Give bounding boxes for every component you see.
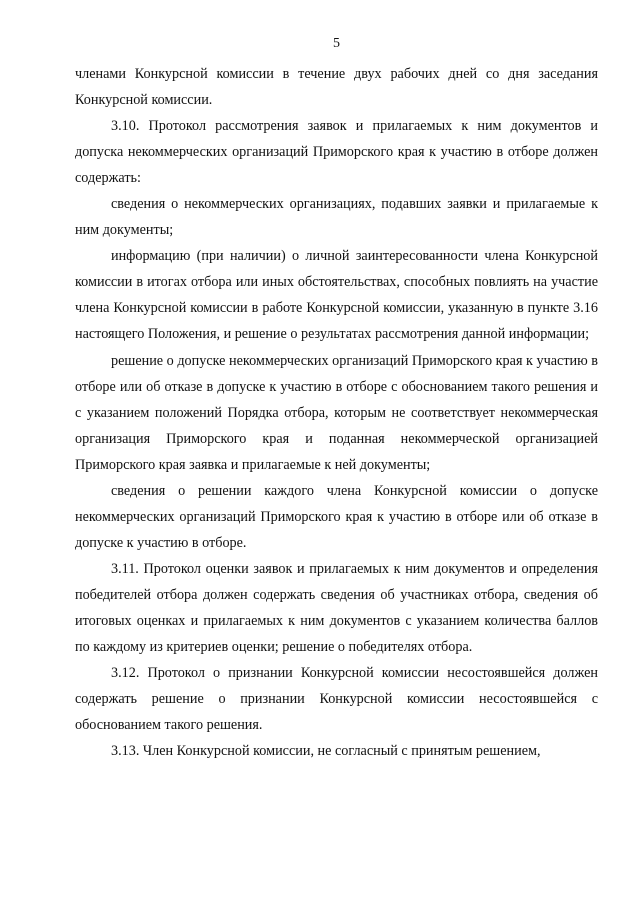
paragraph-continuation: членами Конкурсной комиссии в течение двух рабочих дней со дня заседания Конкурсной комиссии.	[75, 66, 598, 109]
paragraph-member-decisions: сведения о решении каждого члена Конкурсной комиссии о допуске некоммерческих организаций Приморского края к участию в отборе или об отказе в допуске к участию в отборе.	[75, 482, 598, 551]
paragraph-interest-info: информацию (при наличии) о личной заинтересованности члена Конкурсной комиссии в итогах отбора или иных обстоятельствах, способных повлиять на участие члена Конкурсной комиссии в работе Конкурсной комиссии, указанную в пункте 3.16 настоящего Положения, и решение о результатах рассмотрения данной информации;	[75, 248, 598, 343]
paragraph-3-10: 3.10. Протокол рассмотрения заявок и прилагаемых к ним документов и допуска некоммерческих организаций Приморского края к участию в отборе должен содержать:	[75, 118, 598, 187]
page-number: 5	[333, 36, 340, 51]
paragraph-admission-decision: решение о допуске некоммерческих организаций Приморского края к участию в отборе или об отказе в допуске к участию в отборе с обоснованием такого решения и с указанием положений Порядка отбора, которым не соответствует некоммерческая организация Приморского края и поданная некоммерческой организацией Приморского края заявка и прилагаемые к ней документы;	[75, 352, 598, 473]
paragraph-organizations-info: сведения о некоммерческих организациях, подавших заявки и прилагаемые к ним документы;	[75, 196, 598, 239]
paragraph-3-13: 3.13. Член Конкурсной комиссии, не согласный с принятым решением,	[111, 743, 541, 760]
paragraph-3-11: 3.11. Протокол оценки заявок и прилагаемых к ним документов и определения победителей отбора должен содержать сведения об участниках отбора, сведения об итоговых оценках и прилагаемых к ним документов с указанием количества баллов по каждому из критериев оценки; решение о победителях отбора.	[75, 560, 598, 656]
paragraph-3-12: 3.12. Протокол о признании Конкурсной комиссии несостоявшейся должен содержать решение о признании Конкурсной комиссии несостоявшейся с обоснованием такого решения.	[75, 665, 598, 734]
